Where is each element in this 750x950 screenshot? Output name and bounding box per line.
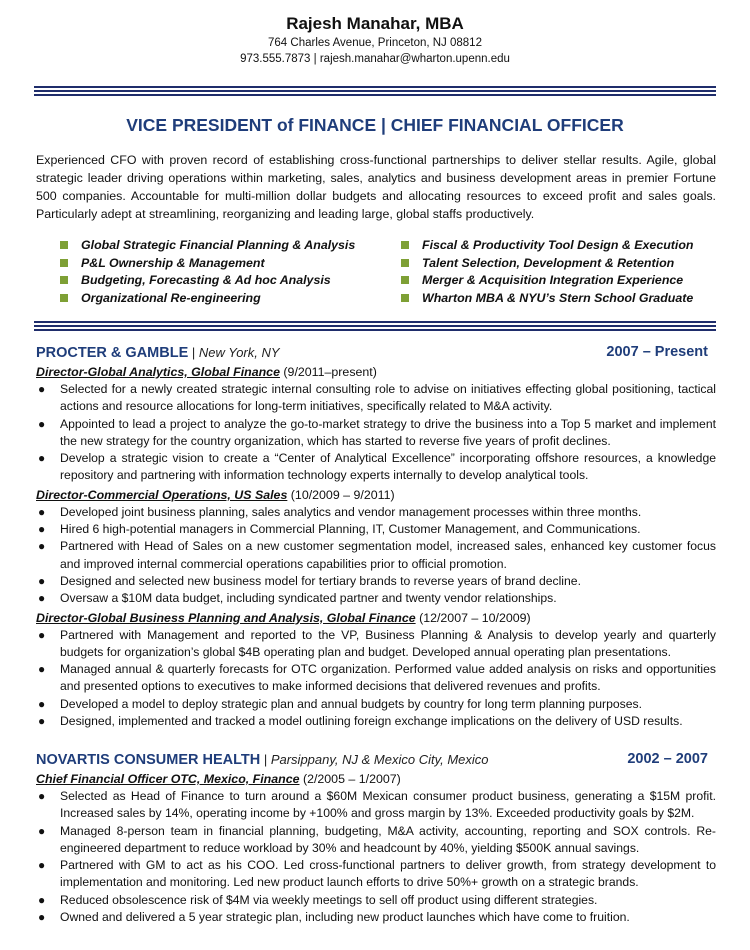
square-bullet-icon [60, 241, 68, 249]
bullet-icon: ● [38, 539, 46, 554]
competency-item: Merger & Acquisition Integration Experience [401, 271, 694, 289]
company-location: New York, NY [198, 345, 280, 360]
square-bullet-icon [401, 241, 409, 249]
bullet-list [36, 504, 716, 608]
phone: 973.555.7873 [240, 53, 311, 65]
competency-item: Wharton MBA & NYU’s Stern School Graduate [401, 289, 694, 307]
bullet-icon: ● [38, 696, 46, 711]
candidate-name: Rajesh Manahar, MBA [286, 14, 464, 33]
list-item: ● Appointed to lead a project to analyze the go-to-market strategy to drive the business into a Top 5 market and implement the new strategy for the country organization, which has started to reverse five years of profit declines. [38, 416, 716, 448]
role-title: Chief Financial Officer OTC, Mexico, Finance [36, 772, 300, 786]
square-bullet-icon [401, 259, 409, 267]
competency-item: Global Strategic Financial Planning & Analysis [60, 236, 355, 254]
company-name: NOVARTIS CONSUMER HEALTH [36, 752, 261, 768]
list-item: ● Oversaw a $10M data budget, including syndicated partner and twenty vendor relationships. [36, 590, 716, 607]
list-item: ● Partnered with Head of Sales on a new customer segmentation model, increased sales, enhanced key customer focus and improved internal commercial operations capabilities prior to official promotion. [38, 539, 716, 571]
bullet-icon: ● [38, 573, 46, 588]
square-bullet-icon [60, 276, 68, 284]
company-dates: 2007 – Present [606, 344, 708, 360]
competencies-left [60, 236, 355, 307]
role-heading [36, 487, 716, 503]
headline: VICE PRESIDENT of FINANCE | CHIEF FINANCIAL OFFICER [126, 115, 624, 135]
role-dates: (10/2009 – 9/2011) [290, 487, 395, 502]
list-item: ● Selected for a newly created strategic internal consulting role to advise on initiatives effecting global positioning, tactical actions and resource allocations for long-term initiatives, specifically related to M&A activity. [38, 382, 716, 414]
list-item: ● Managed 8-person team in financial planning, budgeting, M&A activity, accounting, reporting and SOX controls. Re-engineered department to reduce workload by 30% and headcount by 40%, yielding $500K annual savings. [38, 823, 716, 855]
competency-item: Fiscal & Productivity Tool Design & Execution [401, 236, 694, 254]
role-heading [36, 364, 716, 380]
contact-separator: | [313, 53, 320, 65]
company-row [36, 344, 716, 364]
bullet-icon: ● [38, 522, 46, 537]
separator: | [260, 752, 271, 767]
list-item: ● Selected as Head of Finance to turn around a $60M Mexican consumer product business, generating a $15M profit. Increased sales by 14%, operating income by +100% and gross margin by 13%. Exceeded productivity goals by $2M. [38, 789, 716, 821]
bullet-icon: ● [38, 789, 46, 803]
list-item: ● Managed annual & quarterly forecasts for OTC organization. Performed value added analysis on risks and opportunities and presented options to executives to make informed decisions that delivered revenues and profits. [38, 662, 716, 694]
list-item: ● Owned and delivered a 5 year strategic plan, including new product launches which have come to fruition. [36, 909, 716, 926]
square-bullet-icon [60, 259, 68, 267]
contact-header [0, 13, 750, 67]
bullet-icon: ● [38, 591, 46, 606]
role-title: Director-Global Business Planning and Analysis, Global Finance [36, 610, 416, 625]
list-item: ● Developed joint business planning, sales analytics and vendor management processes within three months. [36, 504, 716, 521]
separator: | [188, 345, 199, 360]
bullet-list [36, 788, 716, 926]
bullet-icon: ● [38, 823, 46, 838]
competency-item: P&L Ownership & Management [60, 254, 355, 272]
competencies-right [401, 236, 694, 307]
list-item: ● Develop a strategic vision to create a “Center of Analytical Excellence” incorporating offshore resources, a knowledge repository and partnering with information technology experts internally to develop analytical tools. [38, 451, 716, 483]
company-location: Parsippany, NJ & Mexico City, Mexico [270, 752, 489, 767]
company-row [36, 751, 716, 771]
bullet-icon: ● [38, 714, 46, 729]
role-heading [36, 610, 716, 626]
role-title: Director-Commercial Operations, US Sales [36, 487, 288, 502]
bullet-icon: ● [38, 504, 46, 519]
role-dates: (2/2005 – 1/2007) [302, 772, 401, 786]
square-bullet-icon [401, 276, 409, 284]
bullet-icon: ● [38, 892, 46, 907]
bullet-icon: ● [38, 382, 46, 396]
list-item: ● Reduced obsolescence risk of $4M via weekly meetings to sell off product using different strategies. [36, 892, 716, 909]
role-heading [36, 771, 716, 787]
list-item: ● Developed a model to deploy strategic plan and annual budgets by country for long term planning purposes. [36, 696, 716, 713]
competency-item: Talent Selection, Development & Retention [401, 254, 694, 272]
email: rajesh.manahar@wharton.upenn.edu [319, 53, 510, 65]
company-dates: 2002 – 2007 [627, 751, 708, 767]
experience-pg [36, 344, 716, 732]
list-item: ● Designed and selected new business model for tertiary brands to reverse years of brand decline. [36, 573, 716, 590]
address: 764 Charles Avenue, Princeton, NJ 08812 [268, 37, 482, 49]
contact-line [0, 51, 750, 67]
bullet-icon: ● [38, 451, 46, 466]
bullet-list [36, 627, 716, 731]
section-divider [34, 321, 716, 331]
bullet-icon: ● [38, 910, 46, 925]
header-divider [34, 86, 716, 96]
experience-novartis [36, 751, 716, 928]
square-bullet-icon [60, 294, 68, 302]
bullet-icon: ● [38, 662, 46, 677]
list-item: ● Partnered with GM to act as his COO. Led cross-functional partners to deliver growth, from strategy development to implementation and monitoring. Led new product launch efforts to drive 50%+ growth on a strategic brands. [38, 858, 716, 890]
company-name: PROCTER & GAMBLE [36, 345, 189, 361]
role-dates: (12/2007 – 10/2009) [419, 610, 531, 625]
bullet-icon: ● [38, 416, 46, 431]
bullet-icon: ● [38, 627, 46, 642]
list-item: ● Partnered with Management and reported to the VP, Business Planning & Analysis to develop yearly and quarterly budgets for organization’s global $4B operating plan and budget. Developed annual operating plan presentations. [38, 627, 716, 659]
role-dates: (9/2011–present) [283, 365, 377, 379]
role-title: Director-Global Analytics, Global Finance [36, 365, 280, 379]
square-bullet-icon [401, 294, 409, 302]
summary: Experienced CFO with proven record of establishing cross-functional partnerships to deliver stellar results. Agile, global strategic leader driving operations within marketing, sales, analytics and business development areas in premier Fortune 500 companies. Accountable for multi-million dollar budgets and allocating resources to exceed profit and sales goals. Particularly adept at streamlining, reorganizing and leading large, global staffs productively. [36, 153, 716, 221]
list-item: ● Designed, implemented and tracked a model outlining foreign exchange implications on the delivery of USD results. [36, 713, 716, 730]
bullet-list [36, 381, 716, 485]
competency-item: Budgeting, Forecasting & Ad hoc Analysis [60, 271, 355, 289]
bullet-icon: ● [38, 858, 46, 873]
competency-item: Organizational Re-engineering [60, 289, 355, 307]
list-item: ● Hired 6 high-potential managers in Commercial Planning, IT, Customer Management, and Communications. [36, 521, 716, 538]
